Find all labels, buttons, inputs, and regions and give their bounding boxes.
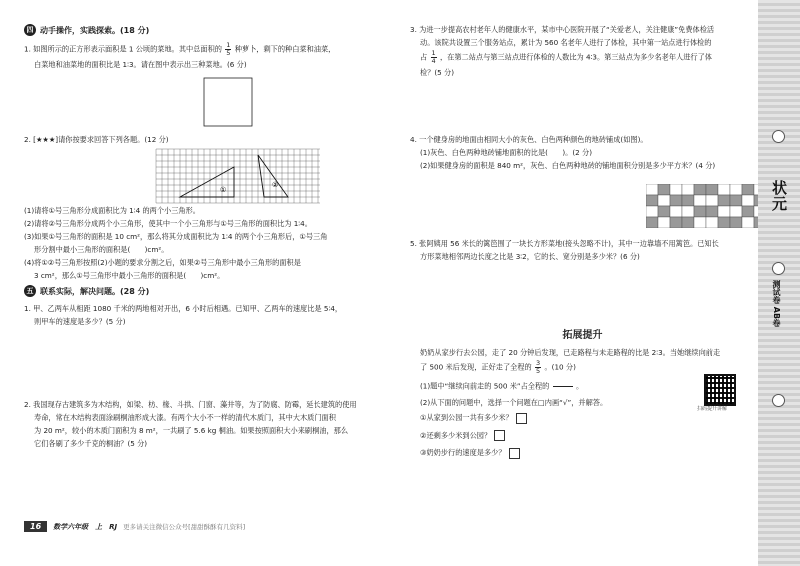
left-column	[24, 24, 396, 453]
blank-denominator[interactable]	[553, 387, 571, 393]
q5-line-4: 检？(5 分)	[420, 68, 455, 77]
brand-vertical: 状元	[770, 180, 788, 212]
triangle-2	[258, 155, 288, 197]
section-5-title: 联系实际，解决问题。(28 分)	[40, 286, 150, 296]
q1-text-a: 1. 如图所示的正方形表示面积是 1 公顷的菜地。其中总面积的	[24, 44, 222, 54]
question-s5-1	[24, 303, 396, 395]
question-s5-3	[410, 24, 755, 130]
q5-line-3b: ，在第二站点与第三站点进行体检的人数比为 4∶3。第三站点为多少名老年人进行了体	[439, 52, 712, 62]
grid-lines	[156, 149, 320, 203]
ext-line-1: 奶奶从家步行去公园，走了 20 分钟后发现，已走路程与未走路程的比是 2∶3。当她继续向前走	[420, 348, 721, 357]
triangle-1-label: ①	[220, 186, 227, 194]
vegetable-plot-square	[204, 78, 252, 126]
ext-sub1-a: (1)题中“继续向前走的 500 米”占全程的	[420, 381, 550, 391]
ext-opt2: ②还剩多少米到公园？	[420, 430, 492, 440]
q5-frac-den: 4	[431, 57, 436, 65]
question-s5-5	[410, 238, 755, 320]
section-5-badge: 五	[24, 285, 36, 297]
q5-line-3a: 占	[420, 52, 428, 62]
q5-line-2: 动。该院共设置三个服务站点，累计为 560 名老年人进行了体检，其中第一站点进行体检的	[420, 38, 712, 47]
binding-hole-mid	[772, 262, 785, 275]
binding-hole-top	[772, 130, 785, 143]
q4-line-2: 寿命，常在木结构表面涂刷桐油形成大漆。有两个大小不一样的清代木质门，其中大木质门面积	[34, 413, 336, 422]
q3-line-2: 则甲车的速度是多少？(5 分)	[34, 317, 126, 326]
q2-triangle-grid	[24, 147, 396, 205]
blank-numerator[interactable]	[553, 380, 573, 387]
q2-item-3: (3)如果①号三角形的面积是 10 cm²，那么将其分成面积比为 1∶4 的两个小三角形后，①号三角	[24, 232, 328, 241]
q1-square-figure	[24, 72, 396, 130]
q4-line-3: 为 20 m²，较小的木质门面积为 8 m²，一共刷了 5.6 kg 桐油。如果按照面积大小来刷桐油，那么	[34, 426, 349, 435]
page-footer	[24, 521, 245, 532]
extension-title: 拓展提升	[562, 330, 603, 341]
triangle-2-label: ②	[272, 181, 279, 189]
section-4-title: 动手操作，实践探索。(18 分)	[40, 25, 150, 35]
question-1	[24, 42, 396, 130]
q2-item-3b: 形分割中最小三角形的面积是( )cm²。	[34, 245, 169, 254]
ext-opt1: ①从家到公园一共有多少米？	[420, 413, 513, 422]
q5-fraction	[431, 50, 437, 65]
section-4-badge: 四	[24, 24, 36, 36]
ext-sub1-b: 。	[575, 381, 584, 391]
opt3-checkbox[interactable]	[509, 448, 520, 459]
q2-item-4: (4)将①②号三角形按照(2)小题的要求分割之后，如果②号三角形中最小三角形的面积是	[24, 258, 301, 267]
q7-line-2: 方形菜地相邻两边长度之比是 3∶2，它的长、宽分别是多少米？(6 分)	[420, 252, 640, 261]
q1-frac-num: 1	[226, 41, 231, 49]
ext-frac-num: 3	[536, 359, 541, 367]
ext-sub1-blank-fraction[interactable]	[553, 380, 573, 393]
q6-line-2: (1)灰色、白色两种地砖铺地面积的比是( )。(2 分)	[420, 148, 593, 157]
q6-line-1: 4. 一个健身房的地面由相同大小的灰色、白色两种颜色的地砖铺成(如图)。	[410, 135, 648, 144]
q2-title: 2. [★★★]请你按要求回答下列各题。(12 分)	[24, 135, 169, 144]
section-5-header	[24, 285, 396, 297]
ext-sub2: (2)从下面的问题中，选择一个问题在□内画“√”，并解答。	[420, 398, 608, 407]
side-binding-strip	[758, 0, 800, 566]
section-4-header	[24, 24, 396, 36]
q1-text-line2: 白菜地和油菜地的面积比是 1∶3。请在图中表示出三种菜地。(6 分)	[34, 60, 247, 69]
tile-floor-figure	[646, 184, 766, 228]
brand-subtitle: 测试卷 AB卷	[772, 280, 781, 328]
opt1-checkbox[interactable]	[516, 413, 527, 424]
qr-code[interactable]	[704, 374, 736, 406]
q1-fraction	[225, 42, 231, 57]
question-s5-2	[24, 399, 396, 449]
ext-frac-den: 5	[536, 367, 541, 375]
q2-item-1: (1)请将①号三角形分成面积比为 1∶4 的两个小三角形。	[24, 206, 200, 215]
ext-line-2b: 。(10 分)	[544, 362, 576, 372]
question-2	[24, 134, 396, 281]
opt2-checkbox[interactable]	[494, 430, 505, 441]
q2-item-4b: 3 cm²，那么①号三角形中最小三角形的面积是( )cm²。	[34, 271, 225, 280]
q4-line-1: 2. 我国现存古建筑多为木结构，如梁、枋、椽、斗拱、门窗、藻井等，为了防腐、防霉，延长建筑的使用	[24, 400, 357, 409]
ext-fraction	[535, 360, 541, 375]
q1-frac-den: 5	[226, 49, 231, 57]
q6-line-3: (2)如果健身房的面积是 840 m²，灰色、白色两种地砖的铺地面积分别是多少平方米？(4 分)	[420, 161, 716, 170]
q5-line-1: 3. 为进一步提高农村老年人的健康水平，某市中心医院开展了“关爱老人，关注健康”免费体检活	[410, 25, 715, 34]
page-number: 16	[24, 521, 47, 532]
footer-subject: 数学六年级 上 RJ	[53, 522, 118, 531]
ext-line-2a: 了 500 米后发现，正好走了全程的	[420, 362, 532, 372]
q4-line-4: 它们各刷了多少千克的桐油？(5 分)	[34, 439, 148, 448]
qr-label: 扫码提升讲解	[697, 406, 728, 412]
binding-hole-bottom	[772, 394, 785, 407]
question-s5-4	[410, 134, 755, 234]
q2-item-2: (2)请将②号三角形分成两个小三角形，使其中一个小三角形与①号三角形的面积比为 1∶4。	[24, 219, 312, 228]
ext-opt3: ③奶奶步行的速度是多少？	[420, 448, 506, 457]
q1-text-b: 种萝卜，剩下的种白菜和油菜，	[234, 44, 336, 54]
q7-line-1: 5. 张阿姨用 56 米长的篱笆围了一块长方形菜地(接头忽略不计)，其中一边靠墙不用篱笆。已知长	[410, 239, 719, 248]
footer-note: 更多请关注微信公众号[甜甜酥酥有几资料]	[123, 523, 246, 531]
q3-line-1: 1. 甲、乙两车从相距 1080 千米的两地相对开出，6 小时后相遇。已知甲、乙两车的速度比是 5∶4，	[24, 304, 343, 313]
q5-frac-num: 1	[431, 49, 436, 57]
